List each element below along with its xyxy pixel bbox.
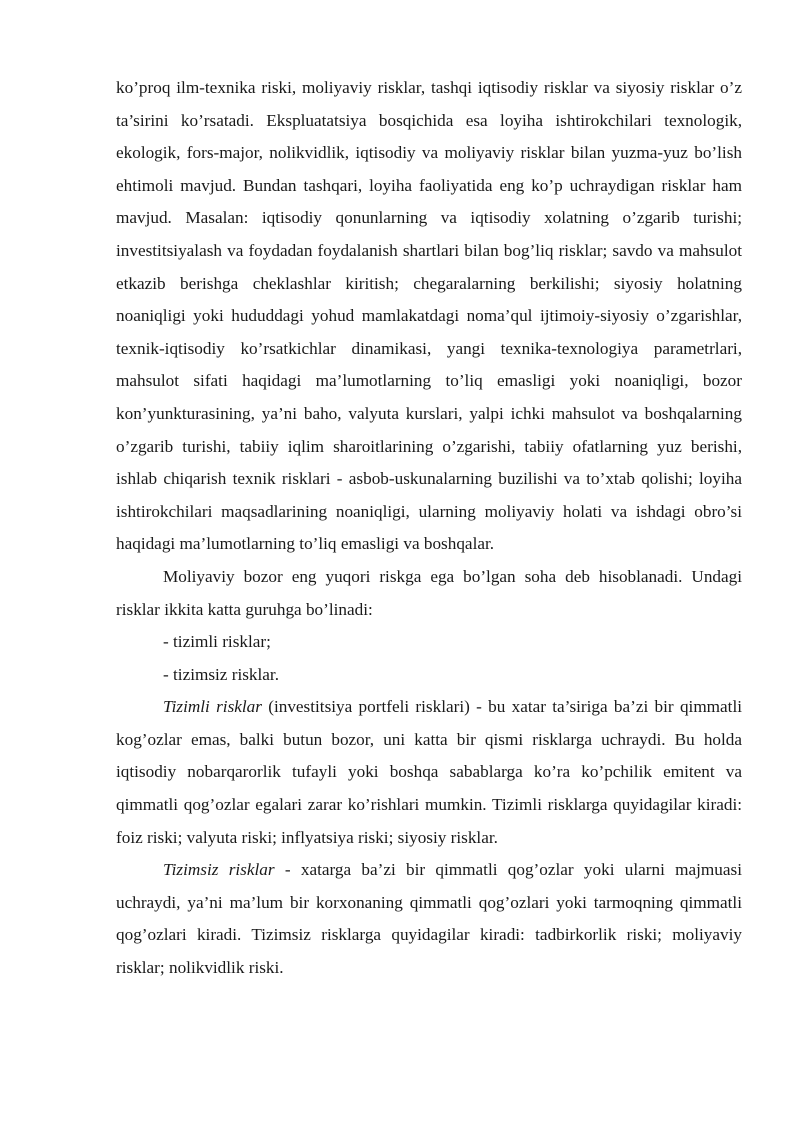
paragraph-unsystematic-risks (116, 854, 742, 984)
paragraph-systematic-risks (116, 691, 742, 854)
list-item-systematic: - tizimli risklar; (163, 632, 271, 652)
term-systematic-risks: Tizimli risklar (163, 697, 262, 717)
paragraph-risks-overview: ko’proq ilm-texnika riski, moliyaviy risklar, tashqi iqtisodiy risklar va siyosiy risklar o’z ta’sirini ko’rsatadi. Ekspluatatsiya bosqichida esa loyiha ishtirokchilari texnologik, ekologik, fors-major, nolikvidlik, iqtisodiy va moliyaviy risklar bilan yuzma-yuz bo’lish ehtimoli mavjud. Bundan tashqari, loyiha faoliyatida eng ko’p uchraydigan risklar ham mavjud. Masalan: iqtisodiy qonunlarning va iqtisodiy xolatning o’zgarib turishi; investitsiyalash va foydadan foydalanish shartlari bilan bog’liq risklar; savdo va mahsulot etkazib berishga cheklashlar kiritish; chegaralarning berkilishi; siyosiy holatning noaniqligi yoki hududdagi yohud mamlakatdagi noma’qul ijtimoiy-siyosiy o’zgarishlar, texnik-iqtisodiy ko’rsatkichlar dinamikasi, yangi texnika-texnologiya parametrlari, mahsulot sifati haqidagi ma’lumotlarning to’liq emasligi yoki noaniqligi, bozor kon’yunkturasining, ya’ni baho, valyuta kurslari, yalpi ichki mahsulot va boshqalarning o’zgarib turishi, tabiiy iqlim sharoitlarining o’zgarishi, tabiiy ofatlarning yuz berishi, ishlab chiqarish texnik risklari - asbob-uskunalarning buzilishi va to’xtab qolishi; loyiha ishtirokchilari maqsadlarining noaniqligi, ularning moliyaviy holati va ishdagi obro’si haqidagi ma’lumotlarning to’liq emasligi va boshqalar. (116, 78, 742, 554)
definition-systematic-risks: (investitsiya portfeli risklari) - bu xatar ta’siriga ba’zi bir qimmatli kog’ozlar emas, balki butun bozor, uni katta bir qismi risklarga uchraydi. Bu holda iqtisodiy nobarqarorlik tufayli yoki boshqa sabablarga ko’ra ko’pchilik emitent va qimmatli qog’ozlar egalari zarar ko’rishlari mumkin. Tizimli risklarga quyidagilar kiradi: foiz riski; valyuta riski; inflyatsiya riski; siyosiy risklar. (116, 697, 743, 847)
list-item-unsystematic: - tizimsiz risklar. (163, 664, 279, 684)
document-page (116, 72, 742, 985)
term-unsystematic-risks: Tizimsiz risklar (163, 860, 275, 880)
paragraph-financial-market: Moliyaviy bozor eng yuqori riskga ega bo’lgan soha deb hisoblanadi. Undagi risklar ikkita katta guruhga bo’linadi: (116, 566, 742, 619)
definition-unsystematic-risks: - xatarga ba’zi bir qimmatli qog’ozlar yoki ularni majmuasi uchraydi, ya’ni ma’lum bir korxonaning qimmatli qog’ozlari yoki tarmoqning qimmatli qog’ozlari kiradi. Tizimsiz risklarga quyidagilar kiradi: tadbirkorlik riski; moliyaviy risklar; nolikvidlik riski. (116, 860, 742, 978)
